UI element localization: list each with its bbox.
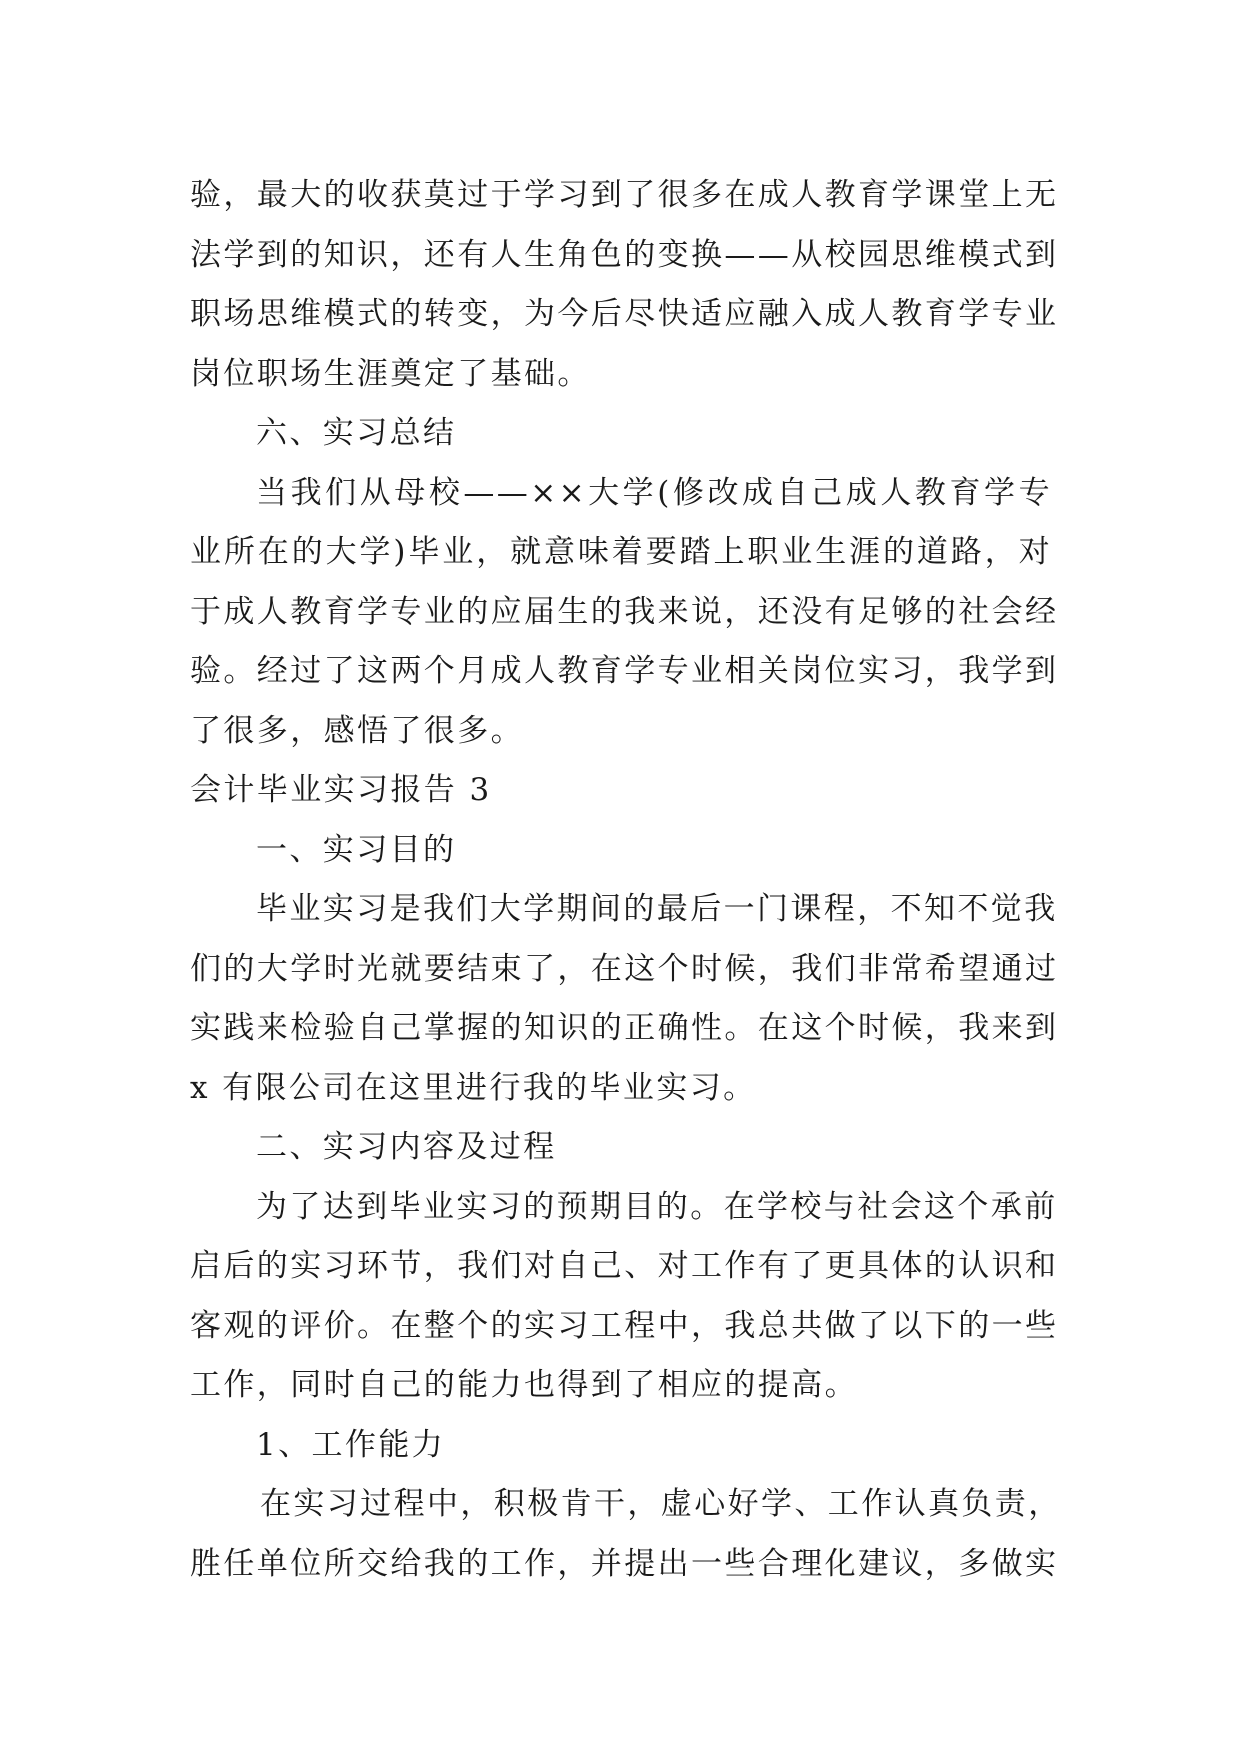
text-line: 职场思维模式的转变，为今后尽快适应融入成人教育学专业 — [190, 296, 1059, 332]
document-body — [190, 166, 1062, 1594]
report-title: 会计毕业实习报告 3 — [190, 772, 492, 808]
text-line: 毕业实习是我们大学期间的最后一门课程，不知不觉我 — [256, 891, 1058, 927]
section-heading: 六、实习总结 — [256, 415, 457, 451]
text-line: 为了达到毕业实习的预期目的。在学校与社会这个承前 — [256, 1188, 1058, 1225]
text-line: 于成人教育学专业的应届生的我来说，还没有足够的社会经 — [190, 593, 1059, 630]
text-line: 胜任单位所交给我的工作，并提出一些合理化建议，多做实 — [190, 1545, 1059, 1582]
text-line: 工作，同时自己的能力也得到了相应的提高。 — [190, 1367, 858, 1403]
text-line: 业所在的大学)毕业，就意味着要踏上职业生涯的道路，对 — [190, 534, 1052, 570]
text-line: 岗位职场生涯奠定了基础。 — [190, 355, 591, 392]
text-line: 法学到的知识，还有人生角色的变换——从校园思维模式到 — [190, 236, 1059, 273]
text-line: 验，最大的收获莫过于学习到了很多在成人教育学课堂上无 — [190, 177, 1059, 213]
subsection-heading: 1、工作能力 — [256, 1426, 446, 1463]
text-line: 实践来检验自己掌握的知识的正确性。在这个时候，我来到 — [190, 1010, 1059, 1046]
text-line: 当我们从母校——××大学(修改成自己成人教育学专 — [256, 474, 1052, 511]
section-heading: 二、实习内容及过程 — [256, 1129, 557, 1165]
text-line: 们的大学时光就要结束了，在这个时候，我们非常希望通过 — [190, 950, 1059, 987]
text-line: 启后的实习环节，我们对自己、对工作有了更具体的认识和 — [190, 1248, 1059, 1284]
text-line: 了很多，感悟了很多。 — [190, 712, 524, 749]
text-line: 在实习过程中，积极肯干，虚心好学、工作认真负责， — [260, 1486, 1062, 1522]
text-line: x 有限公司在这里进行我的毕业实习。 — [190, 1069, 757, 1106]
text-line: 客观的评价。在整个的实习工程中，我总共做了以下的一些 — [190, 1307, 1059, 1344]
text-line: 验。经过了这两个月成人教育学专业相关岗位实习，我学到 — [190, 653, 1059, 689]
section-heading: 一、实习目的 — [256, 831, 457, 868]
